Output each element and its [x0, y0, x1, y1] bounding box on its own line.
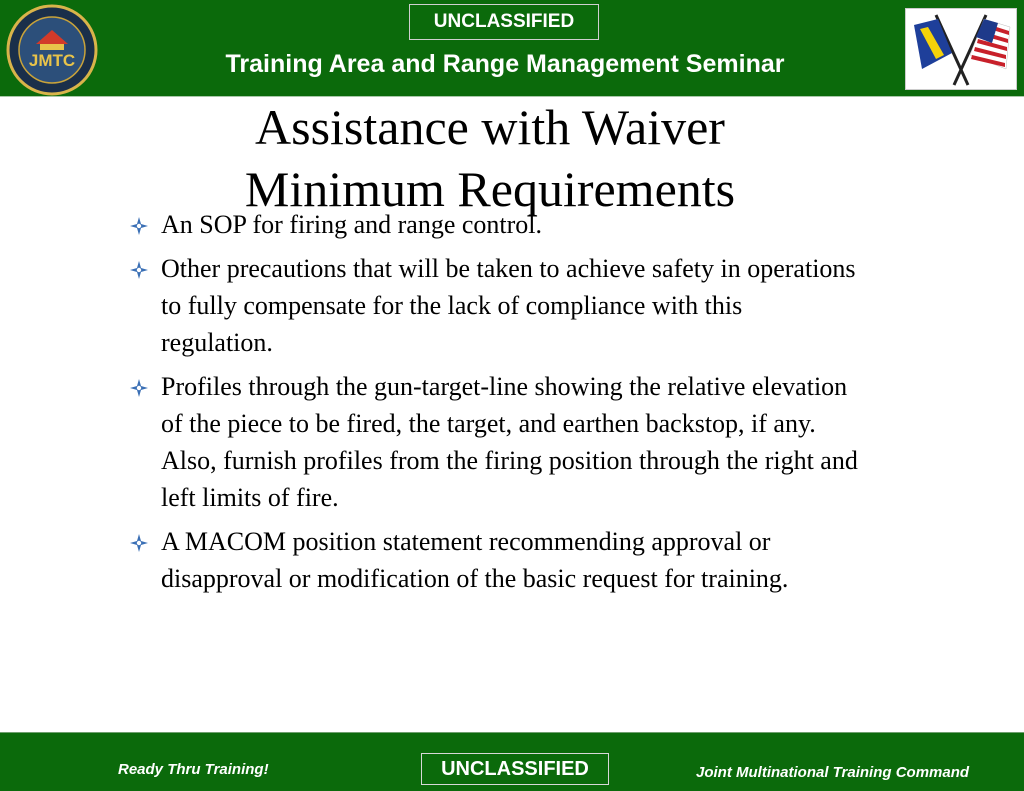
bullet-item	[130, 368, 860, 516]
slide-title	[140, 96, 840, 220]
svg-text:JMTC: JMTC	[28, 51, 76, 70]
bullet-text: A MACOM position statement recommending approval or disapproval or modification of the basic request for training.	[161, 527, 789, 593]
bullet-list	[130, 206, 860, 604]
footer-motto: Ready Thru Training!	[118, 761, 269, 778]
footer-classification-badge	[421, 753, 609, 785]
bullet-text: Other precautions that will be taken to achieve safety in operations to fully compensate for the lack of compliance with this regulation.	[161, 254, 856, 357]
seminar-title: Training Area and Range Management Seminar	[225, 50, 785, 78]
header-bar	[0, 0, 1024, 96]
compass-star-bullet-icon	[130, 534, 148, 552]
footer-bar	[0, 733, 1024, 791]
compass-star-bullet-icon	[130, 379, 148, 397]
bullet-item	[130, 523, 860, 597]
footer-classification-label: UNCLASSIFIED	[441, 757, 589, 780]
bullet-text: An SOP for firing and range control.	[161, 210, 543, 239]
bullet-item	[130, 206, 860, 243]
bullet-item	[130, 250, 860, 361]
crossed-flags-icon	[905, 8, 1017, 90]
footer-organization: Joint Multinational Training Command	[696, 764, 970, 781]
compass-star-bullet-icon	[130, 217, 148, 235]
top-classification-badge	[409, 4, 599, 40]
compass-star-bullet-icon	[130, 261, 148, 279]
jmtc-seal-logo	[6, 4, 98, 96]
classification-label: UNCLASSIFIED	[433, 11, 575, 32]
bullet-text: Profiles through the gun-target-line showing the relative elevation of the piece to be fired, the target, and earthen backstop, if any. Also, furnish profiles from the firing position through the right and left limits of fire.	[161, 372, 858, 512]
slide-title-line-1: Assistance with Waiver	[255, 99, 725, 155]
slide-title-line-2: Minimum Requirements	[244, 161, 736, 217]
